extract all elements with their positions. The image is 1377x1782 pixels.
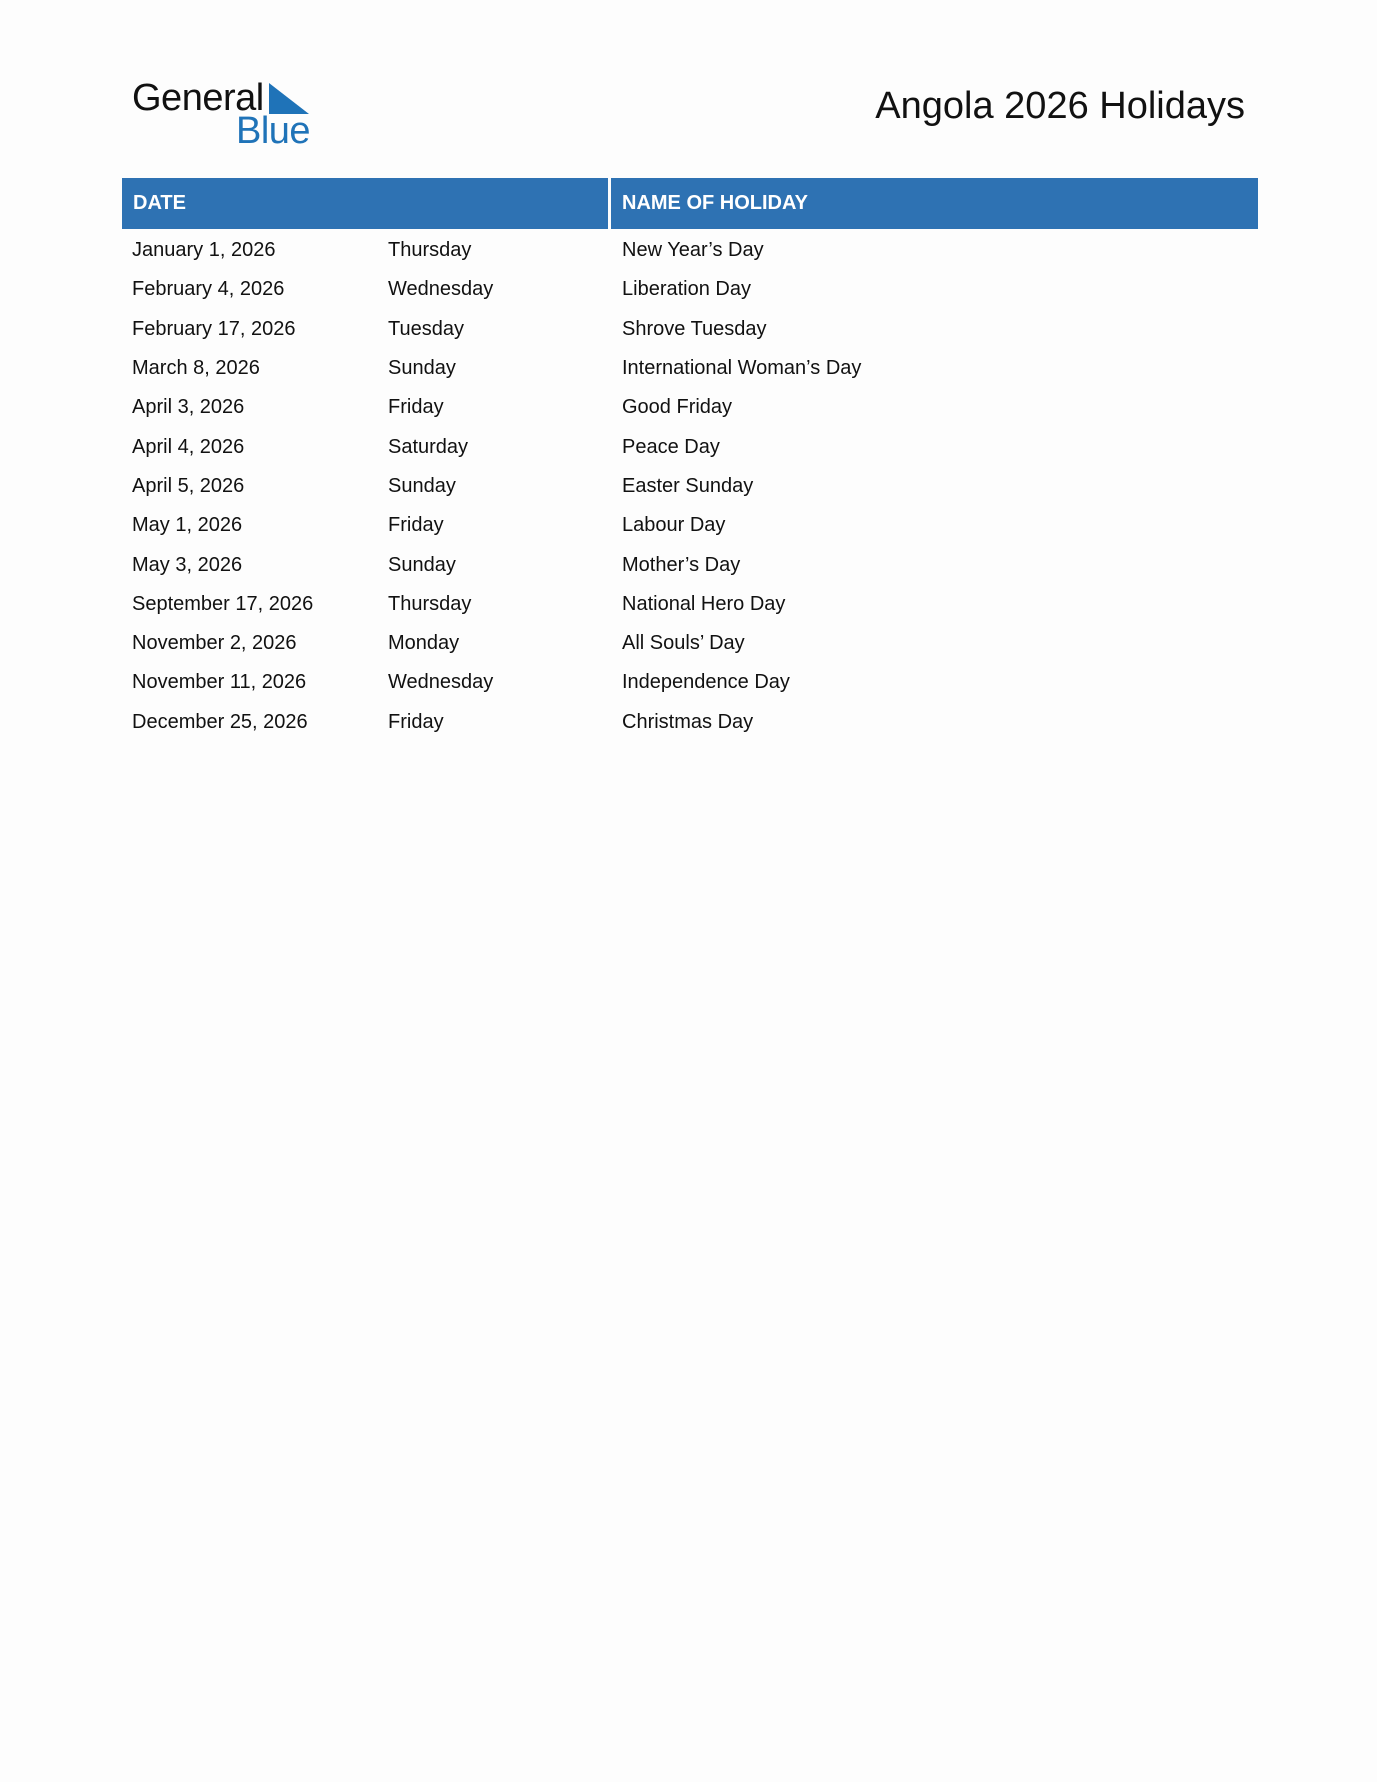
holiday-name: International Woman’s Day — [622, 357, 862, 380]
table-body — [122, 229, 1258, 742]
holiday-date: November 2, 2026 — [132, 632, 297, 655]
holiday-weekday: Sunday — [388, 474, 456, 497]
holiday-date: February 17, 2026 — [132, 317, 296, 340]
table-row — [122, 427, 1258, 466]
table-row — [122, 624, 1258, 663]
column-header-name: NAME OF HOLIDAY — [611, 178, 1258, 229]
logo-word-general: General — [132, 77, 264, 119]
general-blue-logo — [132, 78, 317, 153]
holiday-date: April 4, 2026 — [132, 435, 245, 458]
column-header-date: DATE — [122, 178, 608, 229]
table-row — [122, 545, 1258, 584]
holiday-weekday: Thursday — [388, 592, 472, 615]
holiday-name: Good Friday — [622, 396, 733, 419]
table-row — [122, 467, 1258, 506]
holiday-date: September 17, 2026 — [132, 592, 314, 615]
holiday-name: Labour Day — [622, 514, 726, 537]
table-header — [122, 178, 1258, 229]
holiday-weekday: Saturday — [388, 435, 469, 458]
holiday-date: November 11, 2026 — [132, 671, 307, 694]
holidays-table — [122, 178, 1258, 742]
page-title: Angola 2026 Holidays — [875, 85, 1245, 127]
holiday-date: April 3, 2026 — [132, 396, 245, 419]
logo-word-blue: Blue — [236, 110, 311, 152]
holiday-weekday: Thursday — [388, 239, 472, 262]
holiday-name: Peace Day — [622, 435, 720, 458]
table-row — [122, 388, 1258, 427]
holiday-weekday: Tuesday — [388, 317, 464, 340]
holiday-name: New Year’s Day — [622, 239, 764, 262]
holiday-weekday: Wednesday — [388, 278, 494, 301]
holiday-weekday: Friday — [388, 710, 444, 733]
holiday-name: All Souls’ Day — [622, 632, 745, 655]
holiday-date: February 4, 2026 — [132, 278, 285, 301]
table-row — [122, 703, 1258, 742]
holiday-date: December 25, 2026 — [132, 710, 308, 733]
holiday-date: May 1, 2026 — [132, 514, 243, 537]
holiday-name: Liberation Day — [622, 278, 751, 301]
holiday-name: Mother’s Day — [622, 553, 741, 576]
table-row — [122, 349, 1258, 388]
holiday-name: Shrove Tuesday — [622, 317, 767, 340]
holiday-name: National Hero Day — [622, 592, 786, 615]
table-row — [122, 506, 1258, 545]
holiday-weekday: Wednesday — [388, 671, 494, 694]
holiday-name: Easter Sunday — [622, 474, 754, 497]
table-row — [122, 270, 1258, 309]
holiday-weekday: Sunday — [388, 553, 456, 576]
holiday-name: Independence Day — [622, 671, 790, 694]
holiday-date: March 8, 2026 — [132, 357, 260, 380]
holiday-date: May 3, 2026 — [132, 553, 243, 576]
holiday-weekday: Monday — [388, 632, 460, 655]
holiday-date: January 1, 2026 — [132, 239, 276, 262]
holiday-weekday: Sunday — [388, 357, 456, 380]
table-row — [122, 231, 1258, 270]
table-row — [122, 663, 1258, 702]
table-row — [122, 585, 1258, 624]
holiday-weekday: Friday — [388, 396, 444, 419]
holiday-date: April 5, 2026 — [132, 474, 245, 497]
holiday-weekday: Friday — [388, 514, 444, 537]
table-row — [122, 310, 1258, 349]
holiday-name: Christmas Day — [622, 710, 754, 733]
